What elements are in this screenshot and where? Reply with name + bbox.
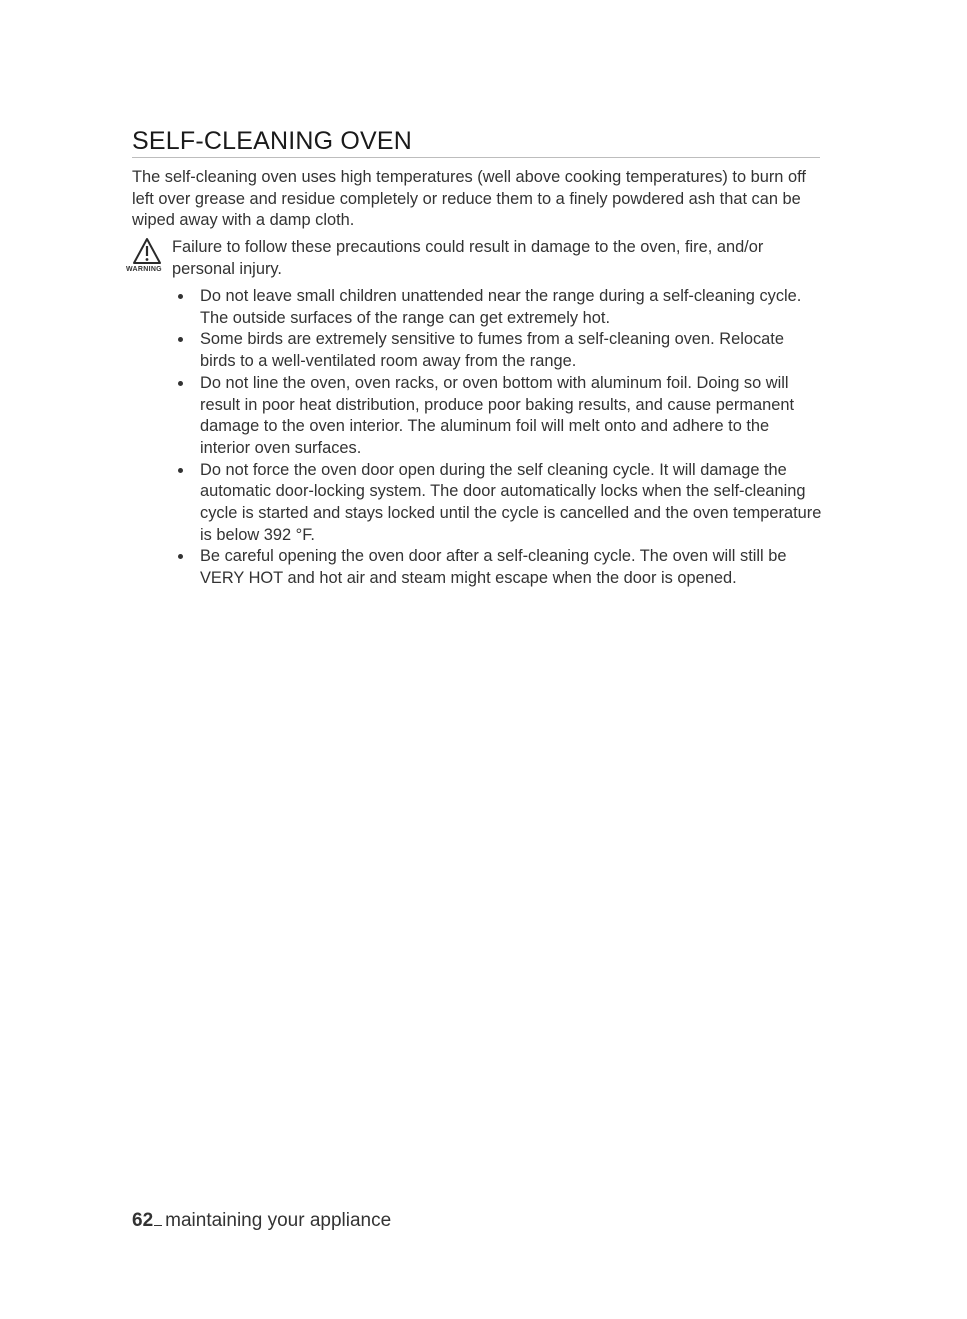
list-item-text: Some birds are extremely sensitive to fumes from a self-cleaning oven. Relocate birds to a well-ventilated room away from the range.	[200, 330, 784, 371]
footer-section-name: maintaining your appliance	[165, 1210, 392, 1231]
list-item-text: Be careful opening the oven door after a self-cleaning cycle. The oven will still be VERY HOT and hot air and steam might escape when the door is opened.	[200, 547, 787, 588]
intro-paragraph: The self-cleaning oven uses high temperatures (well above cooking temperatures) to burn off left over grease and residue completely or reduce them to a finely powdered ash that can be wiped away with a damp cloth.	[132, 168, 806, 229]
list-item	[172, 373, 822, 460]
list-item-text: Do not force the oven door open during the self cleaning cycle. It will damage the automatic door-locking system. The door automatically locks when the self-cleaning cycle is started and stays locked until the cycle is cancelled and the oven temperature is below 392 °F.	[200, 460, 822, 544]
precautions-list	[172, 286, 822, 590]
list-item	[172, 460, 822, 547]
bullet-icon	[178, 554, 183, 559]
bullet-icon	[178, 294, 183, 299]
warning-caption: WARNING	[126, 266, 162, 273]
list-item-text: Do not line the oven, oven racks, or oven bottom with aluminum foil. Doing so will result in poor heat distribution, produce poor baking results, and cause permanent damage to the oven interior. The aluminum foil will melt onto and adhere to the interior oven surfaces.	[200, 373, 795, 457]
section-title: SELF-CLEANING OVEN	[132, 126, 820, 158]
warning-triangle-icon	[126, 236, 170, 282]
list-item	[172, 329, 822, 372]
bullet-icon	[178, 337, 183, 342]
page-footer	[132, 1208, 391, 1234]
bullet-icon	[178, 468, 183, 473]
warning-text: Failure to follow these precautions could result in damage to the oven, fire, and/or personal injury.	[172, 238, 764, 278]
page-number: 62	[132, 1210, 154, 1231]
list-item-text: Do not leave small children unattended near the range during a self-cleaning cycle. The outside surfaces of the range can get extremely hot.	[200, 287, 802, 327]
bullet-icon	[178, 381, 183, 386]
list-item	[172, 286, 822, 329]
warning-notice	[126, 236, 826, 282]
list-item	[172, 546, 822, 589]
footer-separator	[154, 1225, 162, 1226]
